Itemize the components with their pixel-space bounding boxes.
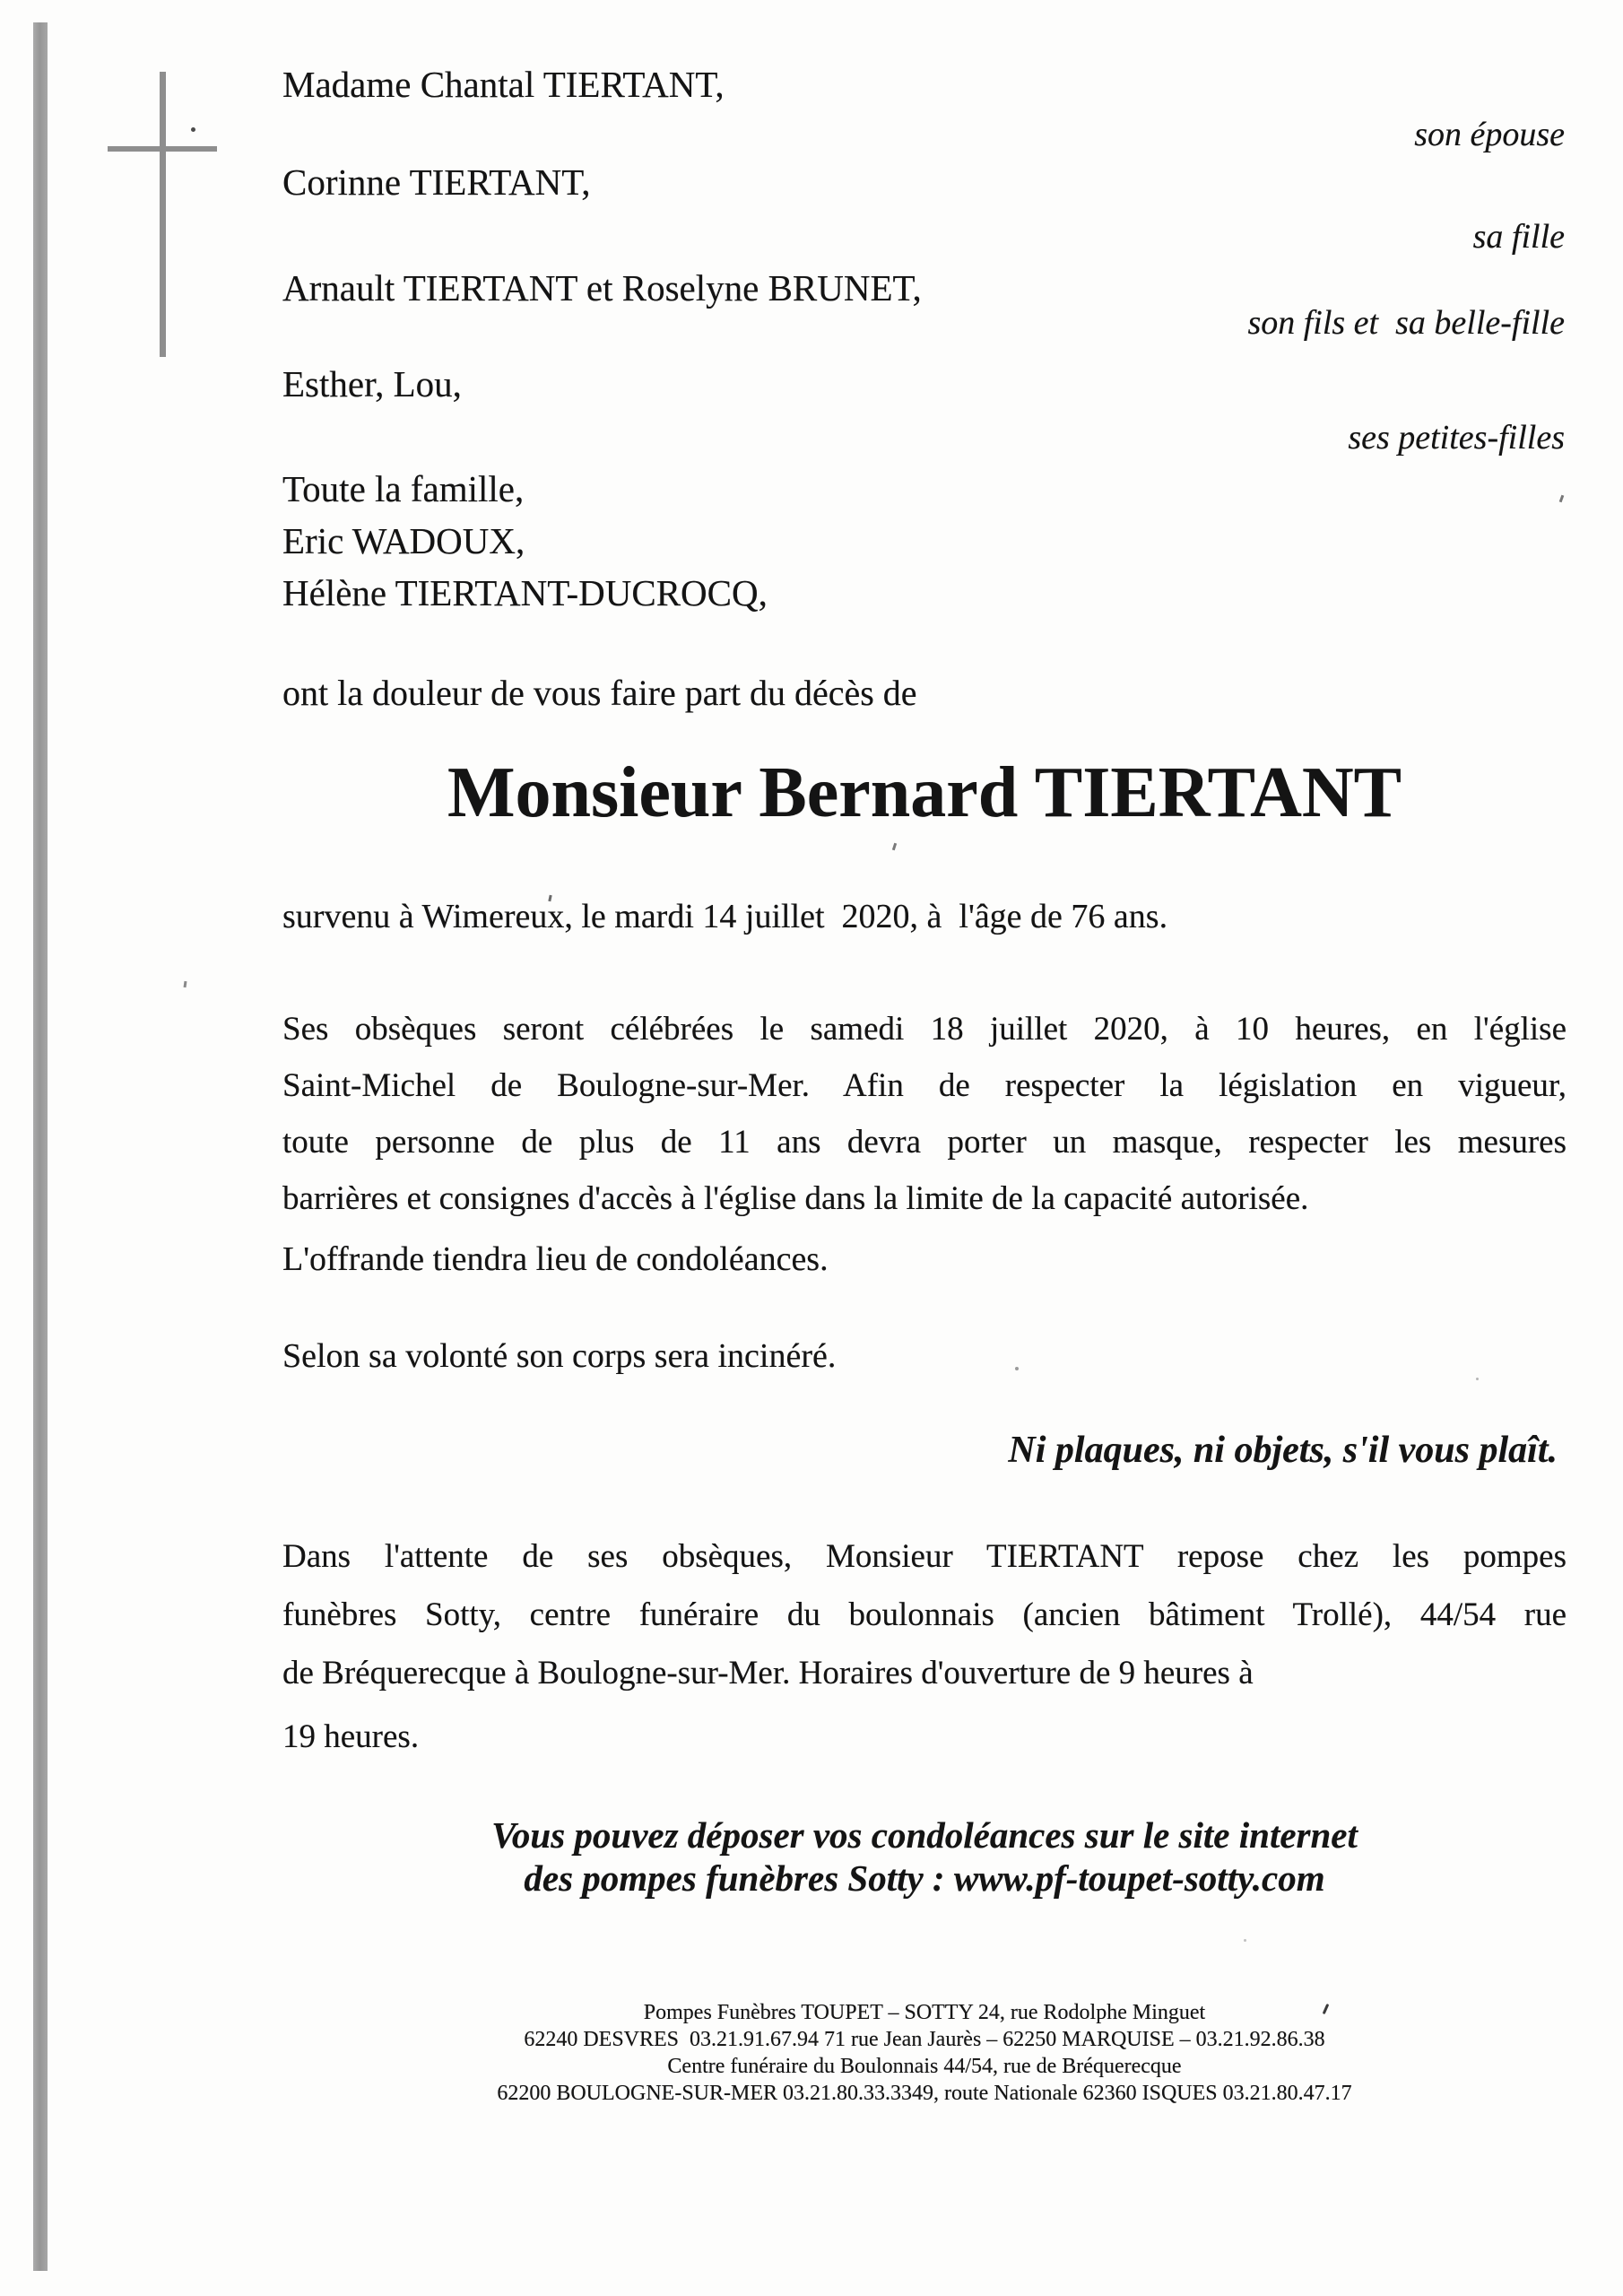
scan-speck: [184, 981, 187, 987]
repose-paragraph-line: 19 heures.: [282, 1718, 420, 1755]
scan-speck: [1015, 1367, 1019, 1370]
scan-speck: [191, 127, 195, 132]
relation-label: sa fille: [1472, 218, 1565, 256]
repose-paragraph-line: Dans l'attente de ses obsèques, Monsieur TIERTANT repose chez les pompes: [282, 1538, 1567, 1575]
condolences-note-line: Vous pouvez déposer vos condoléances sur le site internet: [491, 1814, 1358, 1856]
announcer-name: Hélène TIERTANT-DUCROCQ,: [282, 572, 768, 613]
cremation-line: Selon sa volonté son corps sera incinéré.: [282, 1337, 837, 1375]
footer-line: Centre funéraire du Boulonnais 44/54, rue de Bréquerecque: [667, 2055, 1182, 2078]
footer-line: 62200 BOULOGNE-SUR-MER 03.21.80.33.3349, route Nationale 62360 ISQUES 03.21.80.47.17: [497, 2082, 1352, 2105]
cross-icon: [108, 146, 217, 152]
scan-edge-bar: [33, 22, 48, 2271]
funeral-paragraph-line: Saint-Michel de Boulogne-sur-Mer. Afin de respecter la législation en vigueur,: [282, 1067, 1567, 1104]
condolences-note-line: des pompes funèbres Sotty : www.pf-toupet-sotty.com: [524, 1857, 1325, 1899]
footer-line: 62240 DESVRES 03.21.91.67.94 71 rue Jean Jaurès – 62250 MARQUISE – 03.21.92.86.38: [524, 2028, 1325, 2051]
announcement-intro: ont la douleur de vous faire part du décès de: [282, 673, 917, 713]
deceased-name-title: Monsieur Bernard TIERTANT: [447, 753, 1402, 832]
death-details-line: survenu à Wimereux, le mardi 14 juillet 2020, à l'âge de 76 ans.: [282, 898, 1168, 935]
relation-label: son épouse: [1414, 116, 1565, 153]
announcer-name: Madame Chantal TIERTANT,: [282, 64, 725, 105]
funeral-paragraph-line: toute personne de plus de 11 ans devra porter un masque, respecter les mesures: [282, 1124, 1567, 1161]
relation-label: ses petites-filles: [1348, 419, 1565, 457]
relation-label: son fils et sa belle-fille: [1247, 304, 1565, 342]
announcer-name: Arnault TIERTANT et Roselyne BRUNET,: [282, 267, 922, 309]
funeral-paragraph-line: barrières et consignes d'accès à l'église dans la limite de la capacité autorisée.: [282, 1180, 1309, 1217]
scan-speck: [1244, 1939, 1246, 1942]
scan-speck: [892, 843, 897, 851]
no-plaques-request: Ni plaques, ni objets, s'il vous plaît.: [1008, 1430, 1558, 1471]
repose-paragraph-line: funèbres Sotty, centre funéraire du boulonnais (ancien bâtiment Trollé), 44/54 rue: [282, 1596, 1567, 1633]
scan-speck: [1476, 1378, 1479, 1380]
announcer-name: Eric WADOUX,: [282, 520, 525, 561]
announcer-name: Toute la famille,: [282, 468, 525, 509]
repose-paragraph-line: de Bréquerecque à Boulogne-sur-Mer. Horaires d'ouverture de 9 heures à: [282, 1655, 1254, 1692]
cross-icon: [160, 72, 166, 357]
scan-speck: [1559, 495, 1565, 503]
announcer-name: Esther, Lou,: [282, 363, 462, 404]
announcer-name: Corinne TIERTANT,: [282, 161, 591, 203]
offering-line: L'offrande tiendra lieu de condoléances.: [282, 1240, 829, 1278]
funeral-paragraph-line: Ses obsèques seront célébrées le samedi 18 juillet 2020, à 10 heures, en l'église: [282, 1011, 1567, 1048]
footer-line: Pompes Funèbres TOUPET – SOTTY 24, rue Rodolphe Minguet: [643, 2001, 1206, 2024]
